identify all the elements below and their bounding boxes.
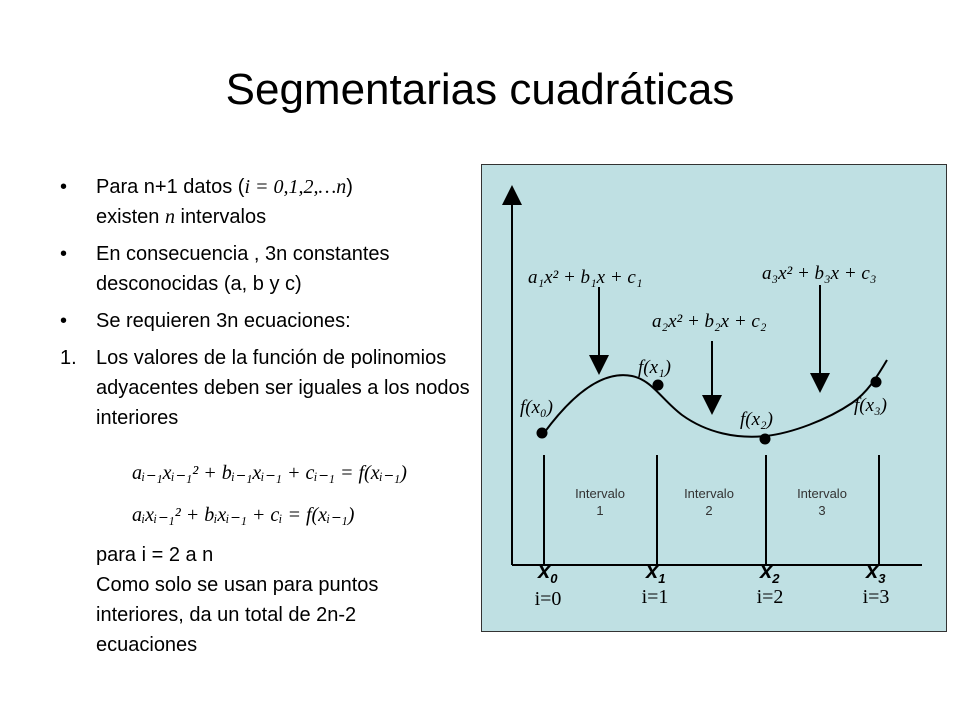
polynomial-label-3: a₃x² + b₃x + c₃ xyxy=(762,263,877,284)
bullet-text: existen xyxy=(96,206,165,228)
explanation-line: ecuaciones xyxy=(96,634,198,656)
node-label-1: $x_1$ xyxy=(646,558,666,586)
function-label-2: f(x₂) xyxy=(740,409,773,430)
bullet-item-2 xyxy=(60,239,470,299)
interval-label-1: Intervalo xyxy=(575,486,625,501)
bullet-text: ) xyxy=(346,176,353,198)
bullet-marker: • xyxy=(60,176,68,198)
polynomial-label-2: a₂x² + b₂x + c₂ xyxy=(652,311,767,332)
number-marker: 1. xyxy=(60,347,77,369)
function-label-0: f(x₀) xyxy=(520,397,553,418)
bullet-item-3 xyxy=(60,306,470,336)
slide-title: Segmentarias cuadráticas xyxy=(225,65,735,114)
equation-2: aᵢxᵢ₋₁² + bᵢxᵢ₋₁ + cᵢ = f(xᵢ₋₁) xyxy=(132,504,355,526)
bullet-text: Los valores de la función de polinomios adyacentes deben ser iguales a los nodos interiores xyxy=(96,347,470,429)
node-index-1: i=1 xyxy=(641,586,669,608)
interval-label-3: Intervalo xyxy=(797,486,847,501)
bullet-list xyxy=(60,172,470,440)
diagram-panel xyxy=(481,164,947,632)
explanation-line: para i = 2 a n xyxy=(96,544,214,566)
explanation-line: interiores, da un total de 2n-2 xyxy=(96,604,357,626)
bullet-marker: • xyxy=(60,243,68,265)
bullet-math: n xyxy=(164,206,175,228)
interval-number-2: 2 xyxy=(705,503,713,518)
spline-diagram xyxy=(482,165,946,631)
bullet-text: En consecuencia , 3n constantes desconocidas (a, b y c) xyxy=(96,243,390,295)
data-point-2 xyxy=(760,434,771,445)
node-index-0: i=0 xyxy=(534,588,562,610)
data-point-0 xyxy=(537,428,548,439)
bullet-text: Se requieren 3n ecuaciones: xyxy=(96,310,351,332)
bullet-math: i = 0,1,2,…n xyxy=(244,176,347,198)
function-label-1: f(x₁) xyxy=(638,357,671,378)
node-index-3: i=3 xyxy=(862,586,890,608)
interval-label-2: Intervalo xyxy=(684,486,734,501)
numbered-item-1 xyxy=(60,343,470,433)
explanation-line: Como solo se usan para puntos xyxy=(96,574,379,596)
equation-1: aᵢ₋₁xᵢ₋₁² + bᵢ₋₁xᵢ₋₁ + cᵢ₋₁ = f(xᵢ₋₁) xyxy=(132,462,407,484)
data-point-1 xyxy=(653,380,664,391)
explanation-text xyxy=(96,540,466,660)
interval-number-1: 1 xyxy=(596,503,604,518)
polynomial-label-1: a₁x² + b₁x + c₁ xyxy=(528,267,643,288)
bullet-marker: • xyxy=(60,310,68,332)
interval-number-3: 3 xyxy=(818,503,826,518)
node-index-2: i=2 xyxy=(756,586,784,608)
equations xyxy=(132,452,432,536)
spline-curve xyxy=(544,360,887,437)
node-label-0: $x_0$ xyxy=(538,558,558,586)
bullet-text: Para n+1 datos ( xyxy=(96,176,245,198)
bullet-item-1 xyxy=(60,172,470,232)
data-point-3 xyxy=(871,377,882,388)
node-label-3: $x_3$ xyxy=(866,558,886,586)
bullet-text: intervalos xyxy=(174,206,267,228)
node-label-2: $x_2$ xyxy=(760,558,780,586)
function-label-3: f(x₃) xyxy=(854,395,887,416)
